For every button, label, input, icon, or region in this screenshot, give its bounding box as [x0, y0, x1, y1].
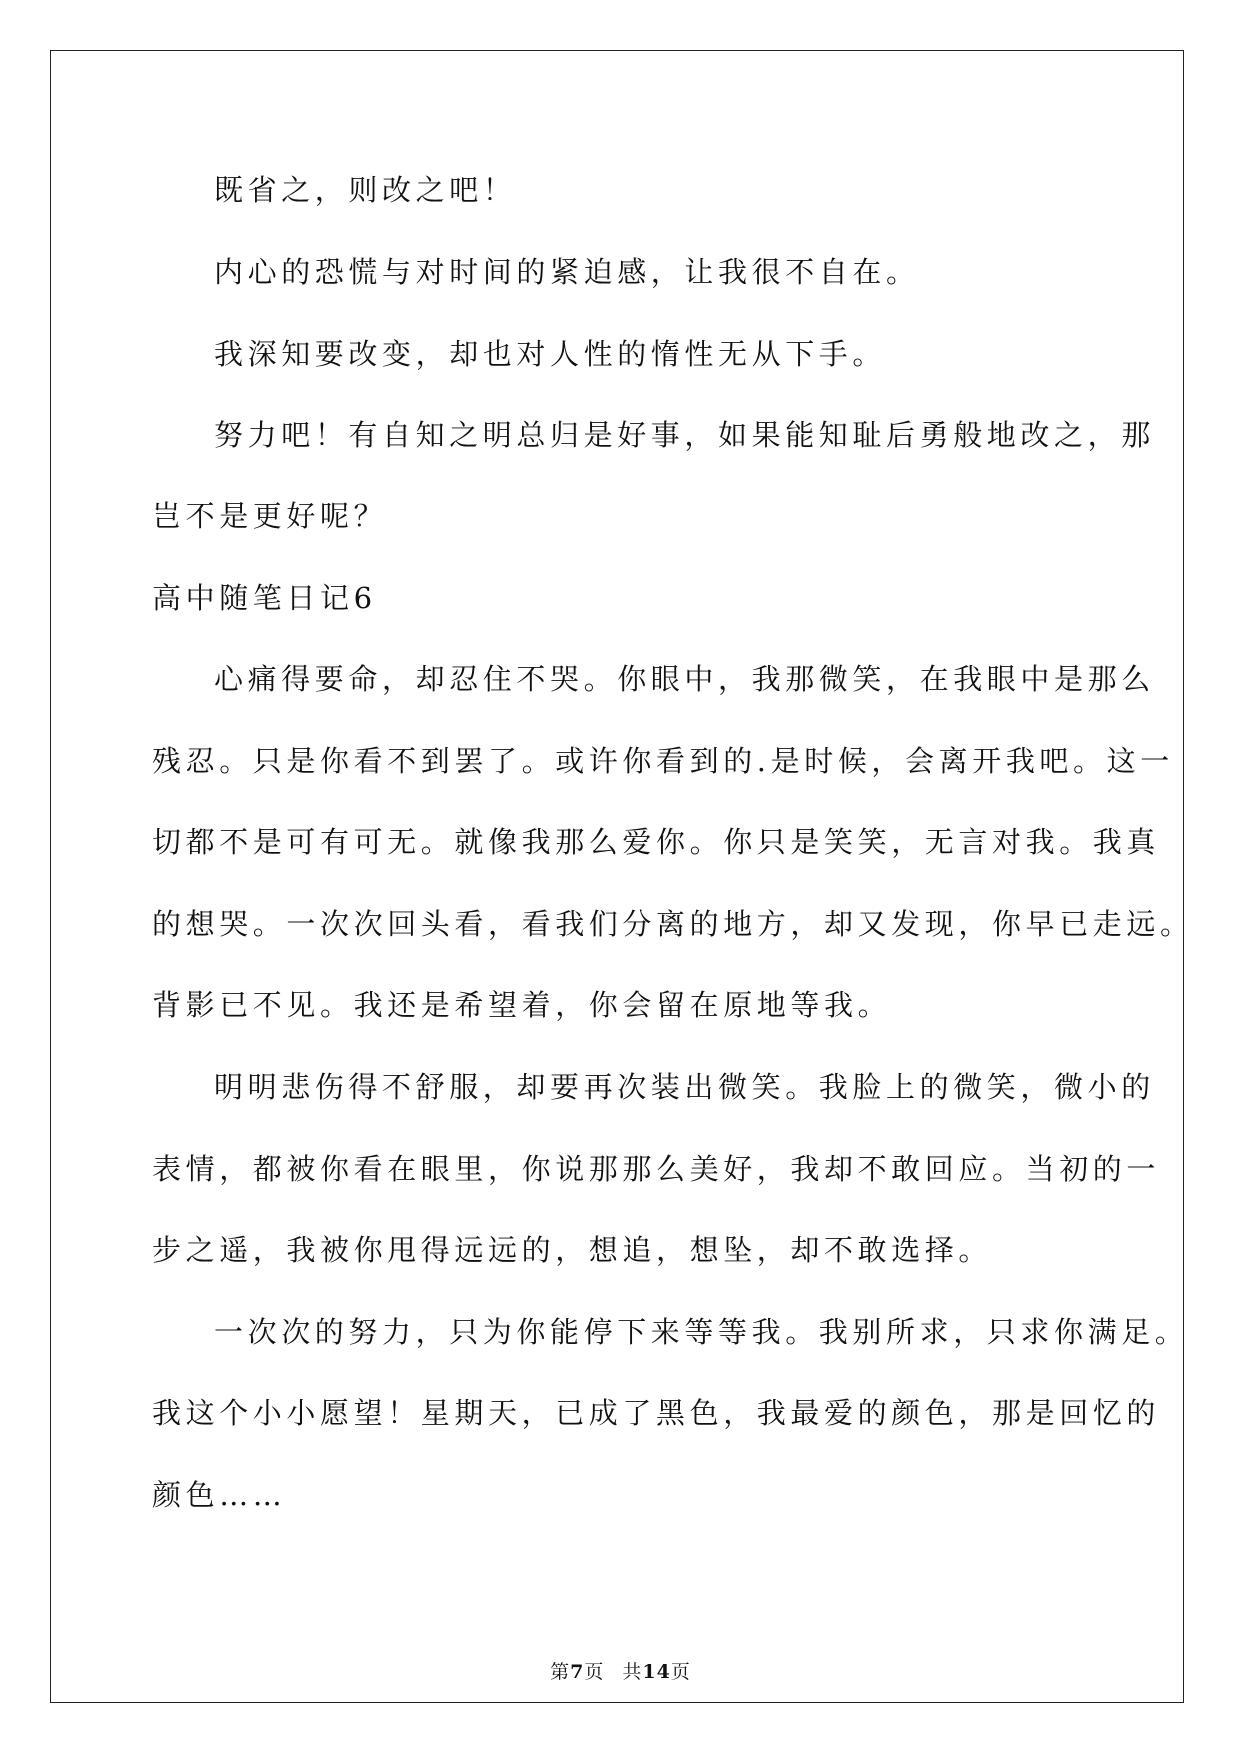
- section-heading: 高中随笔日记6: [152, 581, 377, 615]
- paragraph-line: 表情，都被你看在眼里，你说那那么美好，我却不敢回应。当初的一: [152, 1152, 1161, 1186]
- total-suffix: 页: [670, 1661, 691, 1683]
- paragraph-line: 内心的恐慌与对时间的紧迫感，让我很不自在。: [214, 255, 920, 289]
- paragraph-line: 颜色……: [152, 1478, 287, 1512]
- total-pages: 14: [642, 1661, 671, 1683]
- paragraph-line: 明明悲伤得不舒服，却要再次装出微笑。我脸上的微笑，微小的: [214, 1070, 1155, 1104]
- page-border: [50, 50, 1184, 1703]
- paragraph-line: 的想哭。一次次回头看，看我们分离的地方，却又发现，你早已走远。: [152, 907, 1194, 941]
- page-number: 7: [570, 1661, 585, 1683]
- paragraph-line: 步之遥，我被你甩得远远的，想追，想坠，却不敢选择。: [152, 1233, 993, 1267]
- paragraph-line: 残忍。只是你看不到罢了。或许你看到的.是时候，会离开我吧。这一: [152, 744, 1174, 778]
- paragraph-line: 心痛得要命，却忍住不哭。你眼中，我那微笑，在我眼中是那么: [214, 662, 1155, 696]
- paragraph-line: 切都不是可有可无。就像我那么爱你。你只是笑笑，无言对我。我真: [152, 825, 1161, 859]
- paragraph-line: 既省之，则改之吧！: [214, 173, 517, 207]
- paragraph-line: 一次次的努力，只为你能停下来等等我。我别所求，只求你满足。: [214, 1315, 1189, 1349]
- page-prefix: 第: [550, 1661, 571, 1683]
- paragraph-line: 努力吧！有自知之明总归是好事，如果能知耻后勇般地改之，那: [214, 418, 1155, 452]
- paragraph-line: 我这个小小愿望！星期天，已成了黑色，我最爱的颜色，那是回忆的: [152, 1396, 1161, 1430]
- page-footer: [0, 1657, 1241, 1684]
- paragraph-line: 岂不是更好呢？: [152, 499, 388, 533]
- page-suffix: 页: [584, 1661, 605, 1683]
- paragraph-line: 背影已不见。我还是希望着，你会留在原地等我。: [152, 988, 892, 1022]
- total-prefix: 共: [622, 1661, 643, 1683]
- paragraph-line: 我深知要改变，却也对人性的惰性无从下手。: [214, 337, 887, 371]
